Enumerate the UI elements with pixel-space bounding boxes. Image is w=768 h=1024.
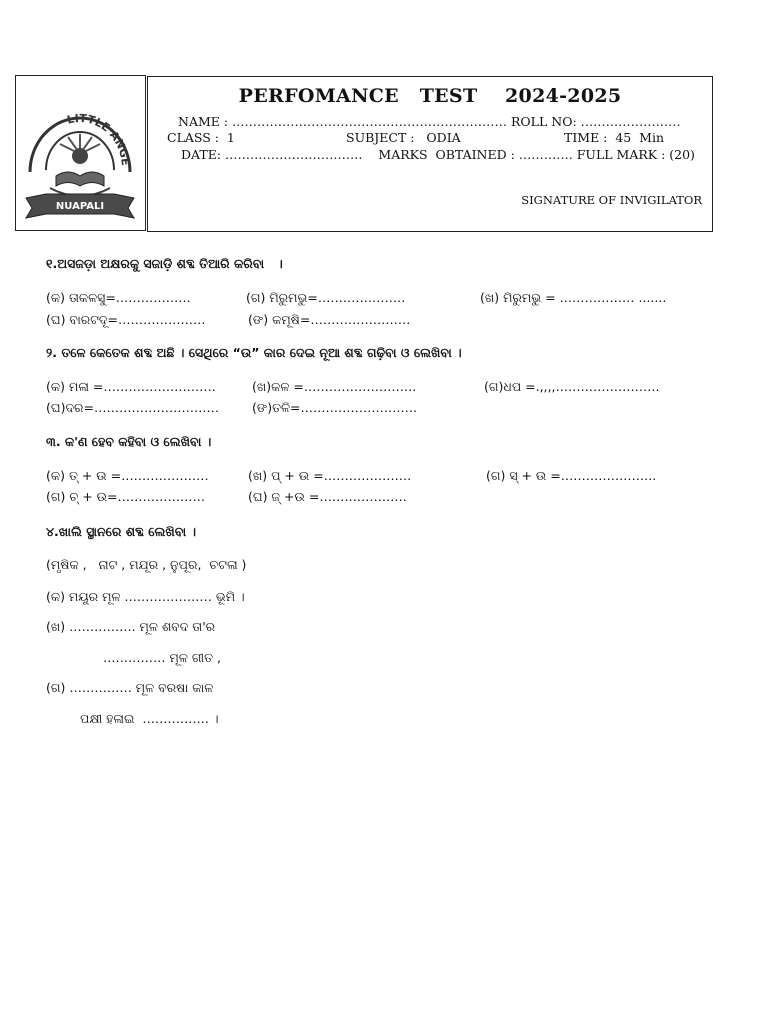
school-emblem-icon xyxy=(16,76,144,229)
question-1-heading: ୧.ଅସଜଡ଼ା ଅକ୍ଷରକୁ ସଜାଡ଼ି ଶବ୍ଦ ତିଆରି କରିବା । xyxy=(46,256,283,271)
question-4-heading: ୪.ଖାଲି ସ୍ଥାନରେ ଶବ୍ଦ ଲେଖିବା । xyxy=(46,524,197,539)
q2-item-ka: (କ) ମଳା =……………………… xyxy=(46,379,216,394)
q3-item-ka: (କ) ତ୍ + ଉ =………………… xyxy=(46,468,209,483)
subject-label: SUBJECT : ODIA xyxy=(346,130,461,145)
q2-item-gha: (ଘ)ଦର=………………………… xyxy=(46,400,219,415)
q2-item-ga: (ଗ)ଧପ =.,,,,……………………. xyxy=(484,379,660,394)
q4-word-bank: (ମୃଷିକ , ନାଟ , ମଯୂର , ନୁପୂର, ଚଟଳା ) xyxy=(46,557,247,572)
test-header xyxy=(147,76,713,232)
q3-item-kha: (ଖ) ପ୍ + ଉ =………………… xyxy=(248,468,412,483)
q3-item-ga-2: (ଗ) ଚ୍ + ଉ=………………… xyxy=(46,489,206,504)
q1-item-gha: (ଘ) ବାରଟଦୂ=………………… xyxy=(46,312,206,327)
question-2-heading: ୨. ତଳେ କେତେକ ଶବ୍ଦ ଅଛି । ସେଥିରେ “ଉ” କାର ଦେଇ ନୂଆ ଶବ୍ଦ ଗଢ଼ିବା ଓ ଲେଖିବା । xyxy=(46,345,462,360)
q3-item-gha: (ଘ) ଜ୍ +ଉ =………………… xyxy=(248,489,407,504)
test-title: PERFOMANCE TEST 2024-2025 xyxy=(238,85,622,107)
logo-place: NUAPALI xyxy=(55,201,105,212)
q4-line-ka: (କ) ମୟୂର ମୂଳ ………………… ଭୂମି । xyxy=(46,589,245,604)
q4-line-ga: (ଗ) …………… ମୂଳ ବରଷା କାଳ xyxy=(46,680,214,695)
q2-item-nga: (ଙ)ତଳି=………………………. xyxy=(252,400,417,415)
q1-item-ga: (ଗ) ମିରୁମଭୁ=………………… xyxy=(246,290,406,305)
q4-line-ga-2: ପକ୍ଷୀ ହଳାଇ ……………. । xyxy=(80,711,219,726)
q1-item-kha: (ଖ) ମିରୁମଭୁ = ……………… ....... xyxy=(480,290,667,305)
class-label: CLASS : 1 xyxy=(167,130,235,145)
question-3-heading: ୩. କ'ଣ ହେବ କହିବା ଓ ଲେଖିବା । xyxy=(46,434,212,449)
school-logo xyxy=(15,75,146,231)
q3-item-ga: (ଗ) ସ୍ + ଉ =………………….. xyxy=(486,468,657,483)
name-roll-line: NAME : ………………………………………………………… ROLL NO: …………………… xyxy=(178,114,681,129)
q1-item-ka: (କ) ତାକଳସୁ=……………… xyxy=(46,290,191,305)
q1-item-nga: (ଙ) କମୂଷି=…………………… xyxy=(248,312,411,327)
time-label: TIME : 45 Min xyxy=(564,130,665,145)
q2-item-kha: (ଖ)କଳ =……………………… xyxy=(252,379,417,394)
q4-line-kha: (ଖ) ……………. ମୂଳ ଶବଦ ତା'ର xyxy=(46,619,216,634)
date-marks-line: DATE: …………………………… MARKS OBTAINED : …………. FULL MARK : (20) xyxy=(181,147,695,162)
q4-line-kha-2: …………… ମୂଳ ଗୀତ , xyxy=(103,650,222,665)
signature-label: SIGNATURE OF INVIGILATOR xyxy=(521,193,702,207)
logo-school-name: LITTLE ANGE xyxy=(65,111,133,167)
